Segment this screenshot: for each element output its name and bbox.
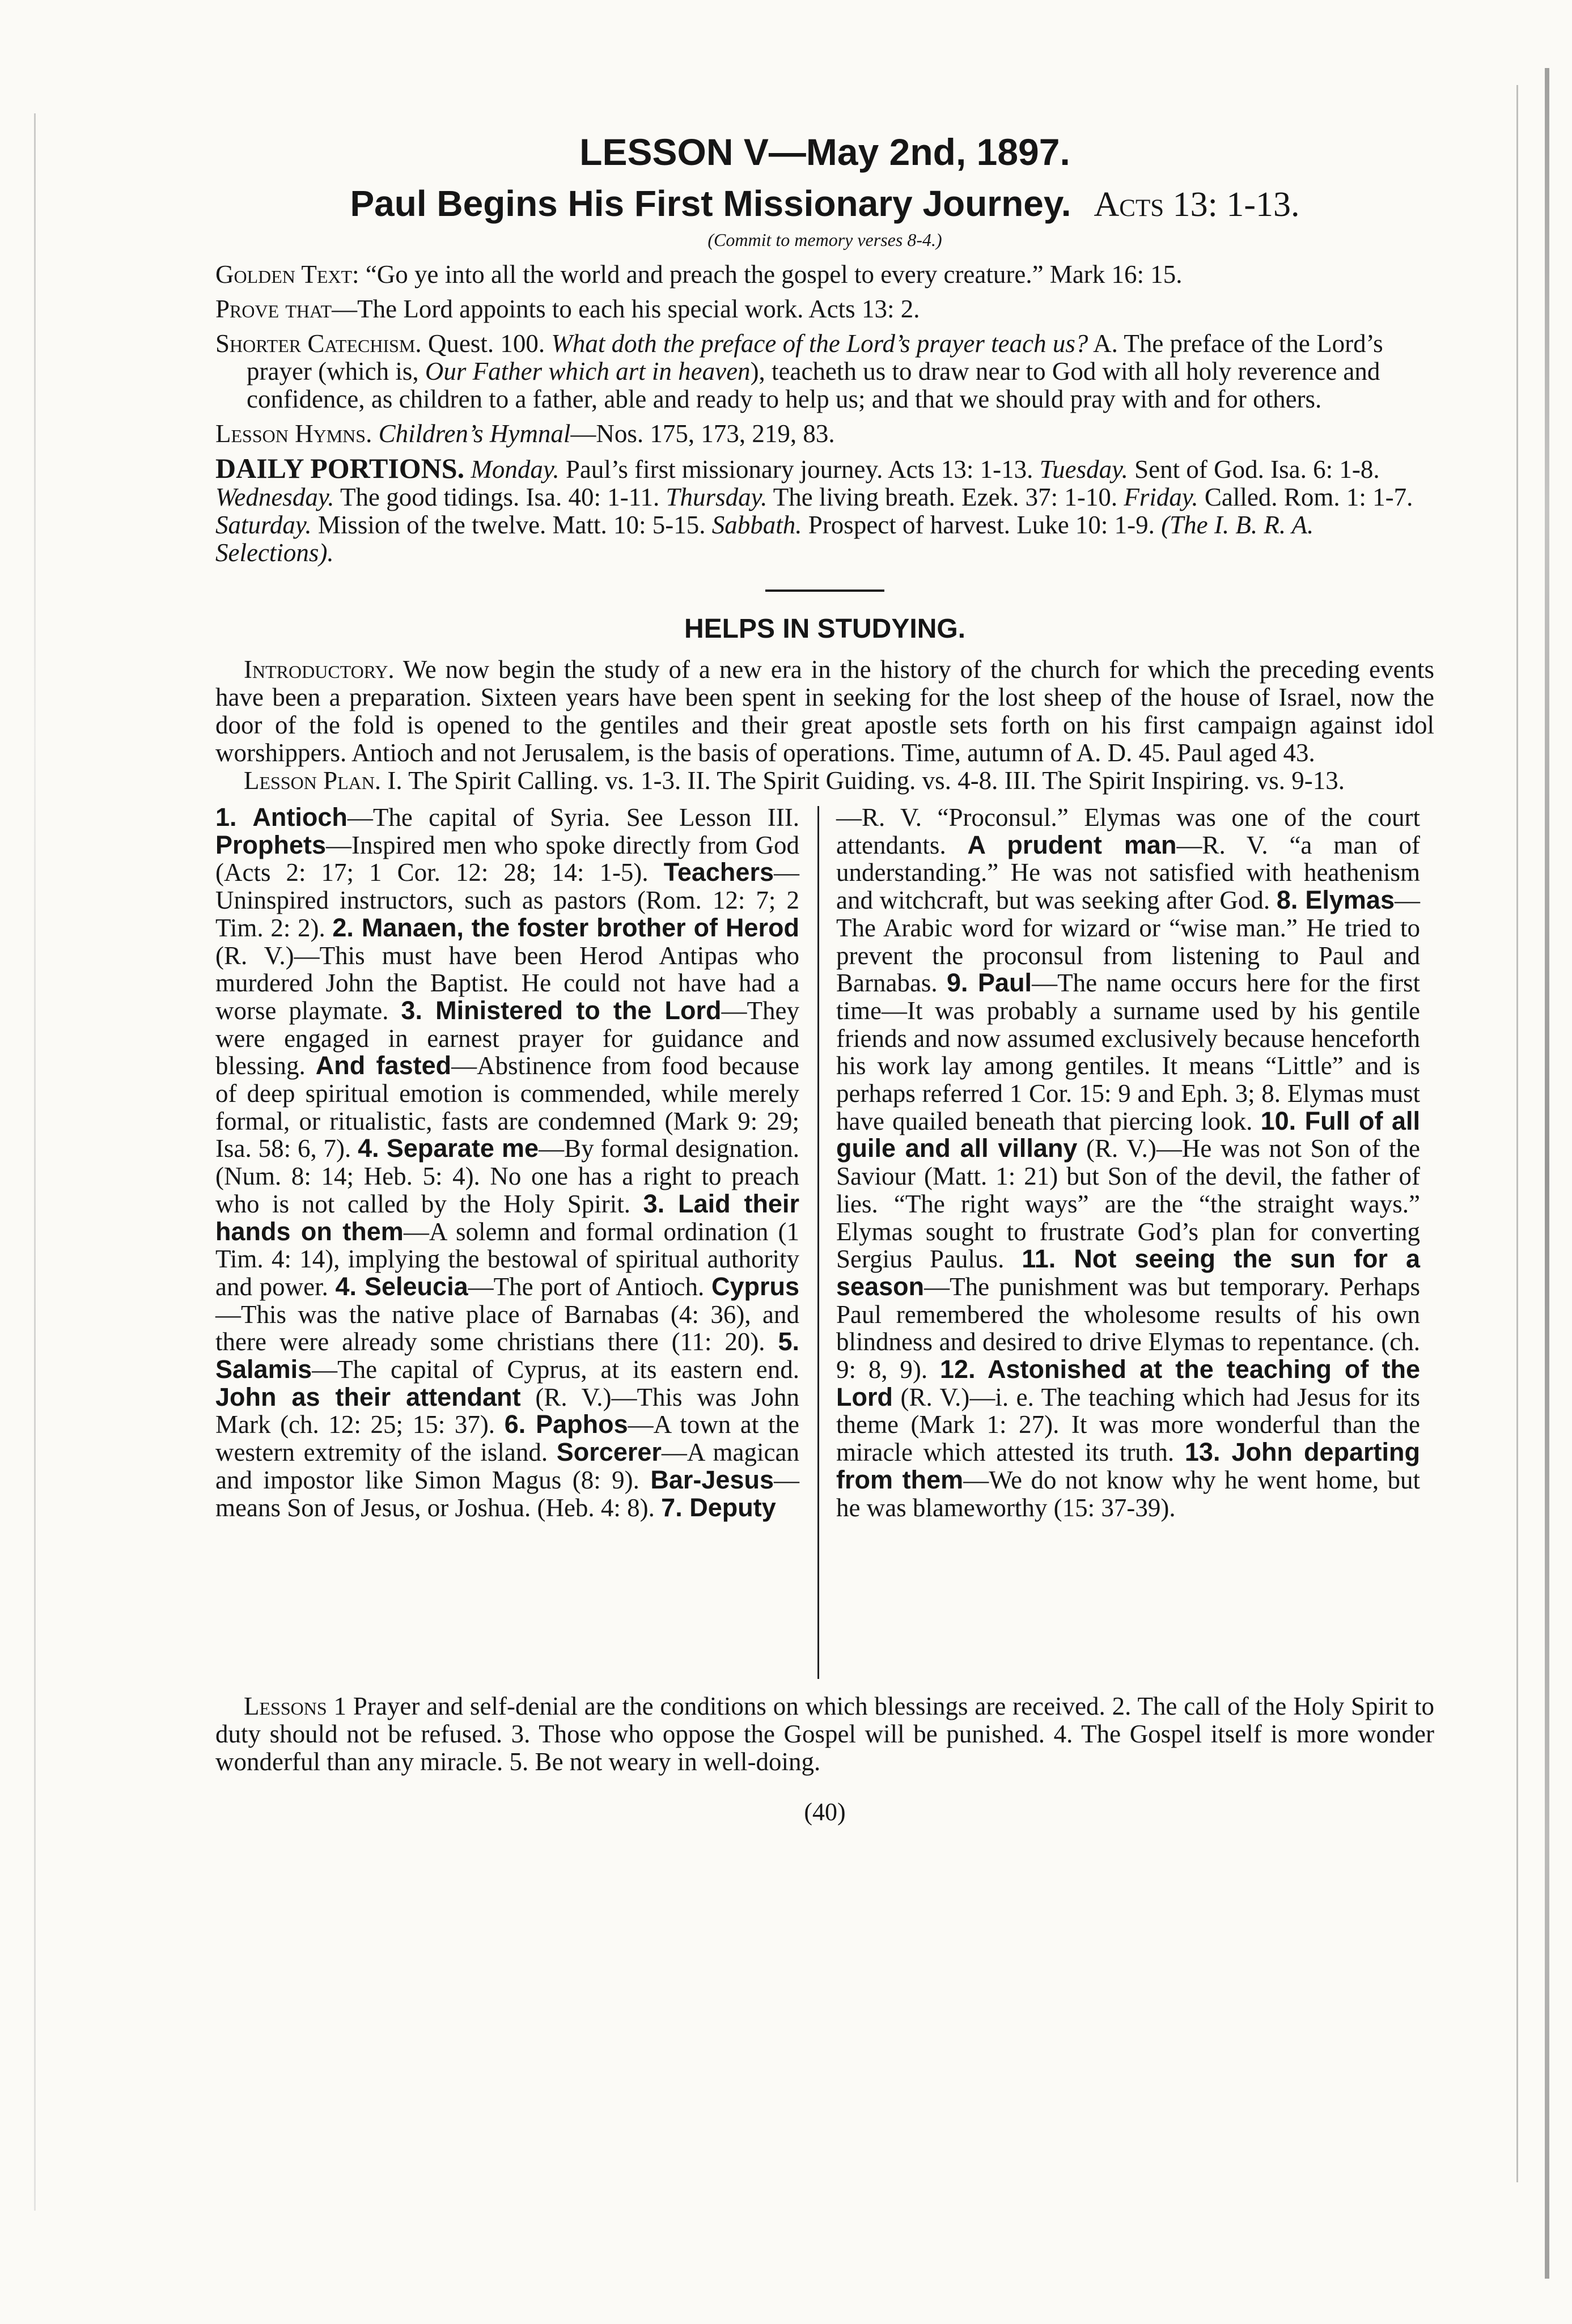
- note-text: —The port of Antioch.: [468, 1272, 711, 1301]
- prove-that-body: The Lord appoints to each his special work. Acts 13: 2.: [357, 295, 920, 323]
- page-number: (40): [804, 1798, 846, 1826]
- note-keyword: Not seeing the sun for a season: [836, 1244, 1421, 1301]
- daily-portion-reading: Called. Rom. 1: 1-7.: [1198, 483, 1413, 511]
- shorter-catechism: [215, 330, 1434, 413]
- note-keyword: Cyprus: [711, 1271, 799, 1301]
- note-text: —A magican and impostor like Simon Magus (8: 9).: [215, 1438, 799, 1494]
- note-keyword: John departing from them: [836, 1437, 1420, 1494]
- note-text: —They were engaged in earnest prayer for guidance and blessing.: [215, 996, 799, 1080]
- note-text: (R. V.)—This must have been Herod Antipas who murdered John the Baptist. He could not have had a worse playmate.: [215, 941, 799, 1025]
- note-keyword: Salamis: [215, 1355, 312, 1384]
- prove-that: [215, 295, 1434, 323]
- note-keyword: Elymas: [1305, 885, 1395, 915]
- daily-portion-day: Tuesday.: [1039, 455, 1128, 484]
- note-text: —R. V. “a man of understanding.” He was not satisfied with heathenism and witchcraft, but was seeking after God.: [836, 830, 1420, 915]
- verse-number: 1.: [215, 803, 253, 832]
- verse-number: 13.: [1184, 1437, 1232, 1467]
- verse-number: 3.: [401, 995, 436, 1025]
- daily-portion-day: Monday.: [471, 455, 560, 484]
- hymns-numbers: —Nos. 175, 173, 219, 83.: [570, 419, 835, 448]
- scan-edge-right-inner: [1516, 85, 1518, 2182]
- verse-number: 6.: [504, 1410, 536, 1439]
- daily-portion-reading: Paul’s first missionary journey. Acts 13: 1-13.: [559, 455, 1040, 484]
- catechism-answer-a: A. The preface of the Lord’s prayer (which is,: [247, 329, 1383, 385]
- note-keyword: John as their attendant: [215, 1382, 521, 1411]
- introductory-paragraph: [215, 656, 1434, 767]
- catechism-quest: Quest. 100.: [427, 329, 545, 358]
- lesson-title: LESSON V—May 2nd, 1897.: [579, 131, 1070, 173]
- note-keyword: Sorcerer: [556, 1437, 662, 1467]
- note-keyword: Paphos: [536, 1410, 628, 1439]
- catechism-question: What doth the preface of the Lord’s prayer teach us?: [551, 329, 1088, 358]
- commit-note: (Commit to memory verses 8-4.): [707, 230, 942, 250]
- note-keyword: Paul: [978, 968, 1032, 998]
- section-divider: [765, 590, 884, 592]
- introductory-text: We now begin the study of a new era in the history of the church for which the preceding events have been a preparation. Sixteen years have been spent in seeking for the lost sheep of the house of Israel, now the door of the fold is opened to the gentiles and their great apostle sets forth on his first campaign against idol worshippers. Antioch and not Jerusalem, is the basis of operations. Time, autumn of A. D. 45. Paul aged 43.: [215, 655, 1435, 767]
- note-text: (R. V.)—i. e. The teaching which had Jesus for its theme (Mark 1: 27). It was more wonderful than the miracle which attested its truth.: [836, 1382, 1420, 1467]
- prove-that-label: Prove that—: [215, 295, 358, 323]
- verse-number: 5.: [778, 1327, 799, 1356]
- note-keyword: Manaen, the foster brother of Herod: [361, 913, 799, 942]
- note-text: —We do not know why he went home, but he was blameworthy (15: 37-39).: [836, 1465, 1421, 1522]
- note-keyword: Bar-Jesus: [650, 1465, 774, 1494]
- note-text: (R. V.)—This was John Mark (ch. 12: 25; 15: 37).: [215, 1382, 799, 1439]
- lesson-subtitle-row: [215, 183, 1434, 225]
- lessons-text: 1 Prayer and self-denial are the conditions on which blessings are received. 2. The call of the Holy Spirit to duty should not be refused. 3. Those who oppose the Gospel will be punished. 4. The Gospel itself is more wonder wonderful than any miracle. 5. Be not weary in well-doing.: [215, 1692, 1435, 1776]
- catechism-label: Shorter Catechism.: [215, 329, 422, 358]
- daily-portion-reading: The living breath. Ezek. 37: 1-10.: [767, 483, 1124, 511]
- lesson-plan: [215, 767, 1434, 795]
- daily-portion-day: Friday.: [1124, 483, 1198, 511]
- note-keyword: Prophets: [215, 830, 327, 859]
- verse-number: 4.: [335, 1271, 365, 1301]
- note-text: —The capital of Syria. See Lesson III.: [347, 803, 799, 832]
- verse-number: 9.: [946, 968, 978, 998]
- notes-right-column: [836, 804, 1420, 1521]
- note-keyword: Astonished at the teaching of the Lord: [836, 1355, 1420, 1411]
- note-keyword: Antioch: [252, 803, 348, 832]
- hymns-label: Lesson Hymns.: [215, 419, 372, 448]
- note-text: —A solemn and formal ordination (1 Tim. 4: 14), implying the bestowal of spiritual authority and power.: [215, 1217, 799, 1301]
- note-keyword: Ministered to the Lord: [435, 995, 722, 1025]
- scan-edge-left: [34, 113, 36, 2211]
- verse-number: 8.: [1276, 885, 1306, 915]
- note-text: —A town at the western extremity of the island.: [215, 1410, 800, 1467]
- scan-edge-right: [1545, 68, 1549, 2279]
- lesson-plan-label: Lesson Plan.: [244, 766, 382, 795]
- note-text: —Inspired men who spoke directly from God (Acts 2: 17; 1 Cor. 12: 28; 14: 1-5).: [215, 830, 799, 887]
- helps-heading: HELPS IN STUDYING.: [684, 614, 966, 644]
- daily-portion-reading: The good tidings. Isa. 40: 1-11.: [334, 483, 666, 511]
- note-text: —The capital of Cyprus, at its eastern end.: [312, 1355, 799, 1384]
- note-text: —By formal designation. (Num. 8: 14; Heb. 5: 4). No one has a right to preach who is not called by the Holy Spirit.: [215, 1134, 799, 1218]
- note-keyword: Seleucia: [364, 1271, 468, 1301]
- catechism-answer-italic: Our Father which art in heaven: [425, 357, 751, 385]
- daily-portion-reading: Mission of the twelve. Matt. 10: 5-15.: [311, 511, 712, 539]
- note-keyword: A prudent man: [967, 830, 1177, 859]
- note-text: —Abstinence from food because of deep spiritual emotion is commended, while merely formal, or ritualistic, fasts are condemned (Mark 9: 29; Isa. 58: 6, 7).: [215, 1051, 799, 1163]
- notes-left-column: [215, 804, 799, 1521]
- lessons-paragraph: [215, 1693, 1434, 1776]
- verse-number: 3.: [643, 1189, 679, 1218]
- daily-portions-label: DAILY PORTIONS.: [215, 452, 465, 484]
- daily-portion-day: Sabbath.: [711, 511, 802, 539]
- daily-portion-reading: Sent of God. Isa. 6: 1-8.: [1128, 455, 1380, 484]
- note-text: —Uninspired instructors, such as pastors (Rom. 12: 7; 2 Tim. 2: 2).: [215, 858, 799, 942]
- note-keyword: Teachers: [663, 858, 774, 887]
- verse-number: 4.: [358, 1134, 387, 1163]
- golden-text-label: Golden Text:: [215, 260, 359, 289]
- notes-columns: [215, 804, 1434, 1688]
- lesson-subtitle: Paul Begins His First Missionary Journey.: [350, 183, 1071, 224]
- note-keyword: Separate me: [386, 1134, 539, 1163]
- note-text: —The punishment was but temporary. Perhaps Paul remembered the wholesome results of his own blindness and desired to drive Elymas to repentance. (ch. 9: 8, 9).: [836, 1272, 1420, 1384]
- daily-portion-day: Wednesday.: [215, 483, 334, 511]
- introductory-label: Introductory.: [244, 655, 395, 684]
- note-text: —means Son of Jesus, or Joshua. (Heb. 4: 8).: [215, 1465, 799, 1522]
- golden-text-body: “Go ye into all the world and preach the gospel to every creature.” Mark 16: 15.: [365, 260, 1183, 289]
- verse-number: 10.: [1260, 1106, 1305, 1135]
- note-text: —The Arabic word for wizard or “wise man.” He tried to prevent the proconsul from listening to Paul and Barnabas.: [836, 886, 1420, 998]
- daily-portions: [215, 452, 1434, 567]
- lesson-plan-text: I. The Spirit Calling. vs. 1-3. II. The Spirit Guiding. vs. 4-8. III. The Spirit Inspiring. vs. 9-13.: [387, 766, 1345, 795]
- daily-portion-reading: Prospect of harvest. Luke 10: 1-9.: [802, 511, 1162, 539]
- page: [215, 130, 1434, 1826]
- lesson-hymns: [215, 420, 1434, 448]
- daily-portion-day: Thursday.: [666, 483, 768, 511]
- column-divider: [817, 806, 819, 1679]
- note-text: —The name occurs here for the first time—It was probably a surname used by his gentile friends and now assumed exclusively because henceforth his work lay among gentiles. It means “Little” and is perhaps referred 1 Cor. 15: 9 and Eph. 3; 8. Elymas must have quailed beneath that piercing look.: [836, 969, 1420, 1135]
- note-keyword: Laid their hands on them: [215, 1189, 799, 1246]
- daily-portions-note: (The I. B. R. A. Selections).: [215, 511, 1314, 567]
- golden-text: [215, 261, 1434, 289]
- note-text: —R. V. “Proconsul.” Elymas was one of the court attendants.: [836, 803, 1420, 859]
- lessons-label: Lessons: [244, 1692, 327, 1720]
- note-keyword: And fasted: [315, 1051, 452, 1080]
- catechism-answer-b: ), teacheth us to draw near to God with all holy reverence and confidence, as children to a father, able and ready to help us; and that we should pray with and for others.: [247, 357, 1380, 413]
- scripture-reference: Acts 13: 1-13.: [1094, 185, 1300, 224]
- verse-number: 11.: [1022, 1244, 1074, 1274]
- daily-portion-day: Saturday.: [215, 511, 312, 539]
- note-keyword: Deputy: [689, 1492, 776, 1522]
- hymns-book: Children’s Hymnal: [378, 419, 571, 448]
- note-keyword: Full of all guile and all villany: [836, 1106, 1420, 1163]
- verse-number: 12.: [940, 1355, 988, 1384]
- note-text: —This was the native place of Barnabas (4: 36), and there were already some christians there (11: 20).: [215, 1300, 799, 1356]
- verse-number: 7.: [661, 1492, 690, 1522]
- verse-number: 2.: [332, 913, 362, 942]
- note-text: (R. V.)—He was not Son of the Saviour (Matt. 1: 21) but Son of the devil, the father of lies. “The right ways” are the “the straight ways.” Elymas sought to frustrate God’s plan for converting Sergius Paulus.: [836, 1134, 1420, 1274]
